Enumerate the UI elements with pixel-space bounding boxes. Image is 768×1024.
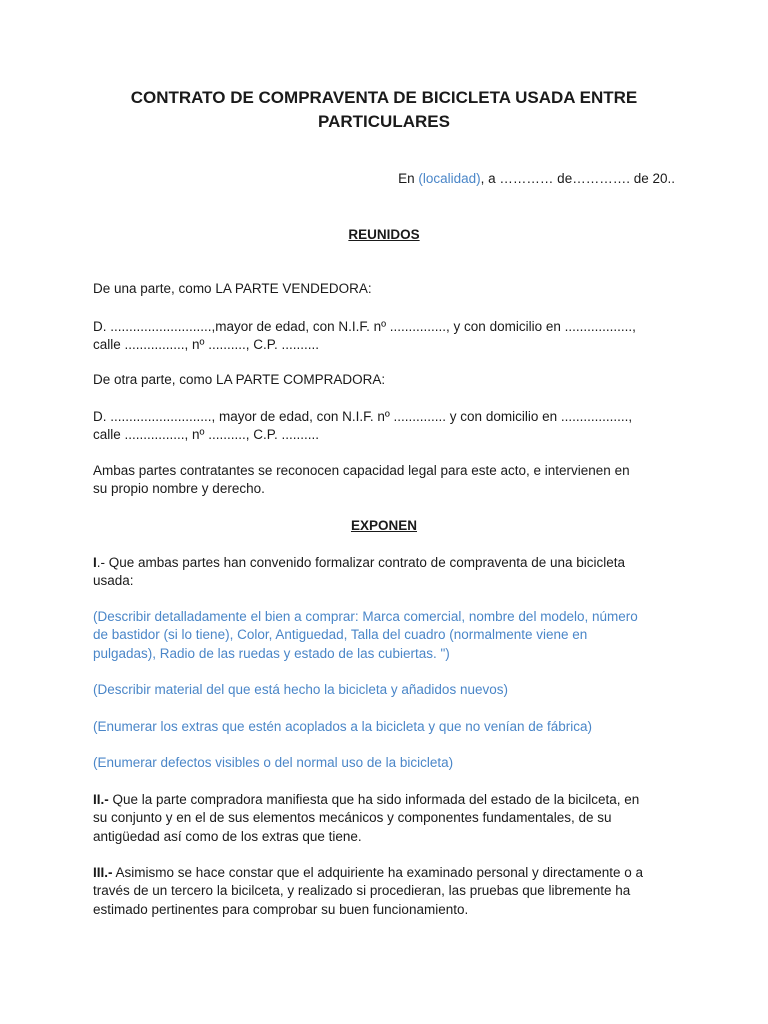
item-3-line-1: Asimismo se hace constar que el adquiriente ha examinado personal y directamente o a (112, 865, 644, 880)
locality-placeholder: (localidad) (418, 171, 481, 186)
item-2-line-1: Que la parte compradora manifiesta que ha sido informada del estado de la bicilceta, en (108, 792, 640, 807)
item-2-line-3: antigüedad así como de los extras que tiene. (93, 828, 362, 844)
title-line-1: CONTRATO DE COMPRAVENTA DE BICICLETA USADA ENTRE (130, 88, 638, 107)
describe-line-3: pulgadas), Radio de las ruedas y estado de las cubiertas. ") (93, 645, 450, 661)
capacity-paragraph (93, 462, 683, 499)
capacity-line-2: su propio nombre y derecho. (93, 481, 265, 497)
item-1-number: I (93, 555, 97, 570)
exponen-heading: EXPONEN (350, 518, 418, 533)
document-title (80, 86, 688, 134)
defects-placeholder: (Enumerar defectos visibles o del normal uso de la bicicleta) (93, 755, 454, 770)
describe-bike-placeholder (93, 608, 683, 663)
describe-line-2: de bastidor (si lo tiene), Color, Antiguedad, Talla del cuadro (normalmente viene en (93, 627, 588, 643)
title-line-2: PARTICULARES (318, 112, 450, 131)
seller-intro: De una parte, como LA PARTE VENDEDORA: (93, 281, 372, 296)
item-3-line-3: estimado pertinentes para comprobar su buen funcionamiento. (93, 901, 469, 917)
describe-line-1: (Describir detalladamente el bien a comprar: Marca comercial, nombre del modelo, número (93, 609, 638, 624)
seller-line-1: D. ...........................,mayor de edad, con N.I.F. nº ..............., y con domicilio en .................., (93, 319, 636, 334)
seller-details (93, 318, 683, 355)
buyer-line-1: D. ..........................., mayor de edad, con N.I.F. nº .............. y con domicilio en .................., (93, 409, 633, 424)
material-placeholder: (Describir material del que está hecho la bicicleta y añadidos nuevos) (93, 682, 508, 697)
exponen-item-3 (93, 864, 683, 919)
item-1-line-1: .- Que ambas partes han convenido formalizar contrato de compraventa de una bicicleta (96, 555, 626, 570)
capacity-line-1: Ambas partes contratantes se reconocen capacidad legal para este acto, e intervienen en (93, 463, 630, 478)
exponen-item-1 (93, 554, 683, 591)
buyer-intro: De otra parte, como LA PARTE COMPRADORA: (93, 372, 386, 387)
buyer-line-2: calle ................, nº .........., C.P. .......... (93, 427, 319, 443)
date-place-line (398, 170, 675, 188)
item-2-number: II.- (93, 792, 109, 807)
item-3-line-2: través de un tercero la bicilceta, y realizado si procedieran, las pruebas que libremente ha (93, 883, 631, 899)
exponen-item-2 (93, 791, 683, 846)
date-suffix: , a ………… de…………. de 20.. (480, 171, 675, 186)
reunidos-heading: REUNIDOS (348, 227, 420, 242)
item-3-number: III.- (93, 865, 113, 880)
item-2-line-2: su conjunto y en el de sus elementos mecánicos y componentes fundamentales, de su (93, 810, 612, 826)
extras-placeholder: (Enumerar los extras que estén acoplados a la bicicleta y que no venían de fábrica) (93, 719, 593, 734)
buyer-details (93, 408, 683, 445)
item-1-line-2: usada: (93, 573, 134, 589)
seller-line-2: calle ................, nº .........., C.P. .......... (93, 337, 319, 353)
date-prefix: En (398, 171, 419, 186)
